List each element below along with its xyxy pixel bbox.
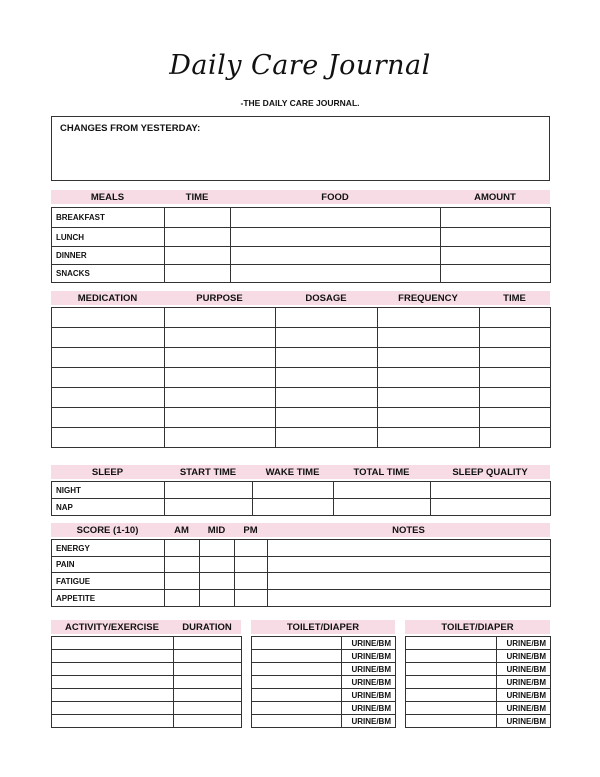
toilet-table-1	[251, 636, 396, 728]
score-cell[interactable]	[268, 590, 551, 607]
medication-cell[interactable]	[276, 428, 378, 448]
meal-cell[interactable]	[231, 228, 441, 247]
medication-cell[interactable]	[480, 348, 551, 368]
activity-cell[interactable]	[52, 715, 174, 728]
meal-cell[interactable]	[165, 228, 231, 247]
medication-cell[interactable]	[276, 348, 378, 368]
medication-cell[interactable]	[378, 348, 480, 368]
medication-cell[interactable]	[165, 388, 276, 408]
activity-cell[interactable]	[174, 702, 242, 715]
sleep-cell[interactable]	[431, 499, 551, 516]
toilet-row	[406, 663, 551, 676]
sleep-label: NAP	[52, 499, 165, 516]
meal-cell[interactable]	[441, 228, 551, 247]
toilet-urine-bm-label: URINE/BM	[342, 650, 396, 663]
score-table	[51, 539, 551, 607]
meal-label: LUNCH	[52, 228, 165, 247]
meal-cell[interactable]	[441, 265, 551, 283]
meals-header-meals: MEALS	[90, 192, 125, 203]
meals-table	[51, 207, 551, 283]
toilet-row	[252, 663, 396, 676]
medication-cell[interactable]	[276, 368, 378, 388]
medication-cell[interactable]	[165, 308, 276, 328]
toilet-row	[406, 715, 551, 728]
toilet-cell[interactable]	[406, 715, 497, 728]
toilet-cell[interactable]	[252, 637, 342, 650]
medication-cell[interactable]	[480, 428, 551, 448]
score-label: APPETITE	[52, 590, 165, 607]
activity-header-activity: ACTIVITY/EXERCISE	[65, 622, 159, 633]
activity-cell[interactable]	[174, 715, 242, 728]
meal-label: BREAKFAST	[52, 208, 165, 228]
meal-cell[interactable]	[441, 208, 551, 228]
sleep-header-start: START TIME	[179, 467, 237, 478]
activity-cell[interactable]	[174, 676, 242, 689]
page-subtitle: -THE DAILY CARE JOURNAL.	[240, 98, 360, 108]
score-cell[interactable]	[268, 540, 551, 557]
score-cell[interactable]	[200, 590, 235, 607]
meal-label: SNACKS	[52, 265, 165, 283]
medication-row	[52, 428, 551, 448]
toilet-row	[406, 637, 551, 650]
medication-cell[interactable]	[276, 388, 378, 408]
meal-cell[interactable]	[231, 247, 441, 265]
toilet-row	[252, 676, 396, 689]
score-header-notes: NOTES	[392, 525, 425, 536]
meal-cell[interactable]	[165, 247, 231, 265]
sleep-table	[51, 481, 551, 516]
sleep-header-quality: SLEEP QUALITY	[452, 467, 528, 478]
toilet-cell[interactable]	[252, 663, 342, 676]
medication-cell[interactable]	[165, 328, 276, 348]
toilet-cell[interactable]	[406, 702, 497, 715]
sleep-header-total: TOTAL TIME	[353, 467, 410, 478]
medication-cell[interactable]	[165, 368, 276, 388]
medication-row	[52, 328, 551, 348]
toilet-header-2	[405, 620, 550, 634]
toilet-urine-bm-label: URINE/BM	[497, 715, 551, 728]
medication-cell[interactable]	[52, 408, 165, 428]
activity-row	[52, 650, 242, 663]
toilet-header-label: TOILET/DIAPER	[441, 622, 514, 633]
medication-cell[interactable]	[378, 308, 480, 328]
toilet-cell[interactable]	[252, 715, 342, 728]
med-header-time: TIME	[503, 293, 526, 304]
toilet-row	[406, 650, 551, 663]
toilet-cell[interactable]	[406, 689, 497, 702]
toilet-row	[406, 689, 551, 702]
toilet-row	[406, 676, 551, 689]
activity-cell[interactable]	[52, 676, 174, 689]
activity-header	[51, 620, 241, 634]
changes-box[interactable]	[51, 116, 550, 181]
medication-cell[interactable]	[480, 308, 551, 328]
medication-cell[interactable]	[378, 388, 480, 408]
score-label: ENERGY	[52, 540, 165, 557]
sleep-cell[interactable]	[431, 482, 551, 499]
activity-row	[52, 715, 242, 728]
score-header	[51, 523, 550, 537]
toilet-cell[interactable]	[252, 676, 342, 689]
sleep-header-sleep: SLEEP	[91, 467, 124, 478]
medication-cell[interactable]	[165, 428, 276, 448]
medication-cell[interactable]	[378, 328, 480, 348]
score-cell[interactable]	[200, 573, 235, 590]
score-header-pm: PM	[243, 525, 258, 536]
score-cell[interactable]	[235, 557, 268, 573]
medication-row	[52, 368, 551, 388]
activity-cell[interactable]	[174, 637, 242, 650]
medication-cell[interactable]	[165, 348, 276, 368]
score-cell[interactable]	[200, 540, 235, 557]
score-cell[interactable]	[165, 590, 200, 607]
toilet-urine-bm-label: URINE/BM	[497, 702, 551, 715]
activity-cell[interactable]	[174, 650, 242, 663]
sleep-cell[interactable]	[334, 499, 431, 516]
medication-cell[interactable]	[378, 408, 480, 428]
medication-cell[interactable]	[276, 308, 378, 328]
sleep-cell[interactable]	[165, 482, 253, 499]
medication-cell[interactable]	[480, 408, 551, 428]
toilet-row	[252, 650, 396, 663]
score-cell[interactable]	[235, 540, 268, 557]
medication-row	[52, 388, 551, 408]
medication-row	[52, 408, 551, 428]
meals-header	[51, 190, 550, 204]
toilet-cell[interactable]	[252, 689, 342, 702]
toilet-cell[interactable]	[406, 650, 497, 663]
activity-cell[interactable]	[52, 689, 174, 702]
toilet-urine-bm-label: URINE/BM	[497, 637, 551, 650]
sleep-cell[interactable]	[253, 482, 334, 499]
sleep-header-wake: WAKE TIME	[265, 467, 320, 478]
activity-cell[interactable]	[52, 702, 174, 715]
toilet-urine-bm-label: URINE/BM	[497, 650, 551, 663]
score-cell[interactable]	[235, 590, 268, 607]
toilet-header-label: TOILET/DIAPER	[286, 622, 360, 633]
medication-cell[interactable]	[276, 408, 378, 428]
score-header-score: SCORE (1-10)	[76, 525, 139, 536]
activity-table	[51, 636, 242, 728]
toilet-urine-bm-label: URINE/BM	[497, 663, 551, 676]
medication-cell[interactable]	[480, 368, 551, 388]
toilet-urine-bm-label: URINE/BM	[342, 702, 396, 715]
score-label: PAIN	[52, 557, 165, 573]
meal-cell[interactable]	[231, 208, 441, 228]
medication-cell[interactable]	[165, 408, 276, 428]
meals-header-time: TIME	[185, 192, 209, 203]
toilet-cell[interactable]	[252, 702, 342, 715]
toilet-urine-bm-label: URINE/BM	[497, 689, 551, 702]
sleep-label: NIGHT	[52, 482, 165, 499]
activity-cell[interactable]	[52, 637, 174, 650]
toilet-row	[252, 702, 396, 715]
medication-cell[interactable]	[52, 328, 165, 348]
score-cell[interactable]	[165, 540, 200, 557]
toilet-row	[252, 715, 396, 728]
meal-cell[interactable]	[165, 265, 231, 283]
medication-cell[interactable]	[52, 428, 165, 448]
meals-header-amount: AMOUNT	[474, 192, 516, 203]
medication-cell[interactable]	[276, 328, 378, 348]
med-header-medication: MEDICATION	[77, 293, 138, 304]
toilet-cell[interactable]	[252, 650, 342, 663]
toilet-table-2	[405, 636, 551, 728]
toilet-urine-bm-label: URINE/BM	[342, 637, 396, 650]
activity-cell[interactable]	[174, 689, 242, 702]
activity-row	[52, 663, 242, 676]
meal-label: DINNER	[52, 247, 165, 265]
med-header-frequency: FREQUENCY	[398, 293, 458, 304]
score-header-am: AM	[174, 525, 189, 536]
score-cell[interactable]	[165, 557, 200, 573]
medication-cell[interactable]	[52, 348, 165, 368]
score-label: FATIGUE	[52, 573, 165, 590]
medication-cell[interactable]	[52, 308, 165, 328]
score-cell[interactable]	[200, 557, 235, 573]
score-header-mid: MID	[207, 525, 226, 536]
medication-cell[interactable]	[480, 388, 551, 408]
toilet-row	[252, 637, 396, 650]
toilet-cell[interactable]	[406, 663, 497, 676]
activity-cell[interactable]	[52, 663, 174, 676]
toilet-urine-bm-label: URINE/BM	[342, 689, 396, 702]
medication-cell[interactable]	[378, 428, 480, 448]
activity-cell[interactable]	[52, 650, 174, 663]
toilet-header-1	[251, 620, 395, 634]
page-title: Daily Care Journal	[169, 50, 431, 81]
toilet-urine-bm-label: URINE/BM	[342, 663, 396, 676]
activity-cell[interactable]	[174, 663, 242, 676]
medication-header	[51, 291, 550, 305]
score-cell[interactable]	[268, 557, 551, 573]
sleep-header	[51, 465, 550, 479]
meal-cell[interactable]	[165, 208, 231, 228]
activity-row	[52, 702, 242, 715]
changes-label: CHANGES FROM YESTERDAY:	[60, 123, 201, 134]
toilet-urine-bm-label: URINE/BM	[497, 676, 551, 689]
toilet-row	[406, 702, 551, 715]
med-header-purpose: PURPOSE	[196, 293, 243, 304]
medication-cell[interactable]	[52, 388, 165, 408]
med-header-dosage: DOSAGE	[305, 293, 347, 304]
medication-row	[52, 348, 551, 368]
medication-cell[interactable]	[480, 328, 551, 348]
toilet-row	[252, 689, 396, 702]
toilet-cell[interactable]	[406, 676, 497, 689]
score-cell[interactable]	[165, 573, 200, 590]
medication-table	[51, 307, 551, 448]
toilet-cell[interactable]	[406, 637, 497, 650]
toilet-urine-bm-label: URINE/BM	[342, 715, 396, 728]
sleep-cell[interactable]	[334, 482, 431, 499]
meal-cell[interactable]	[441, 247, 551, 265]
meal-cell[interactable]	[231, 265, 441, 283]
medication-cell[interactable]	[378, 368, 480, 388]
activity-header-duration: DURATION	[182, 622, 232, 633]
toilet-urine-bm-label: URINE/BM	[342, 676, 396, 689]
sleep-cell[interactable]	[165, 499, 253, 516]
activity-row	[52, 689, 242, 702]
medication-cell[interactable]	[52, 368, 165, 388]
score-cell[interactable]	[268, 573, 551, 590]
activity-row	[52, 637, 242, 650]
activity-row	[52, 676, 242, 689]
sleep-cell[interactable]	[253, 499, 334, 516]
meals-header-food: FOOD	[321, 192, 349, 203]
medication-row	[52, 308, 551, 328]
score-cell[interactable]	[235, 573, 268, 590]
